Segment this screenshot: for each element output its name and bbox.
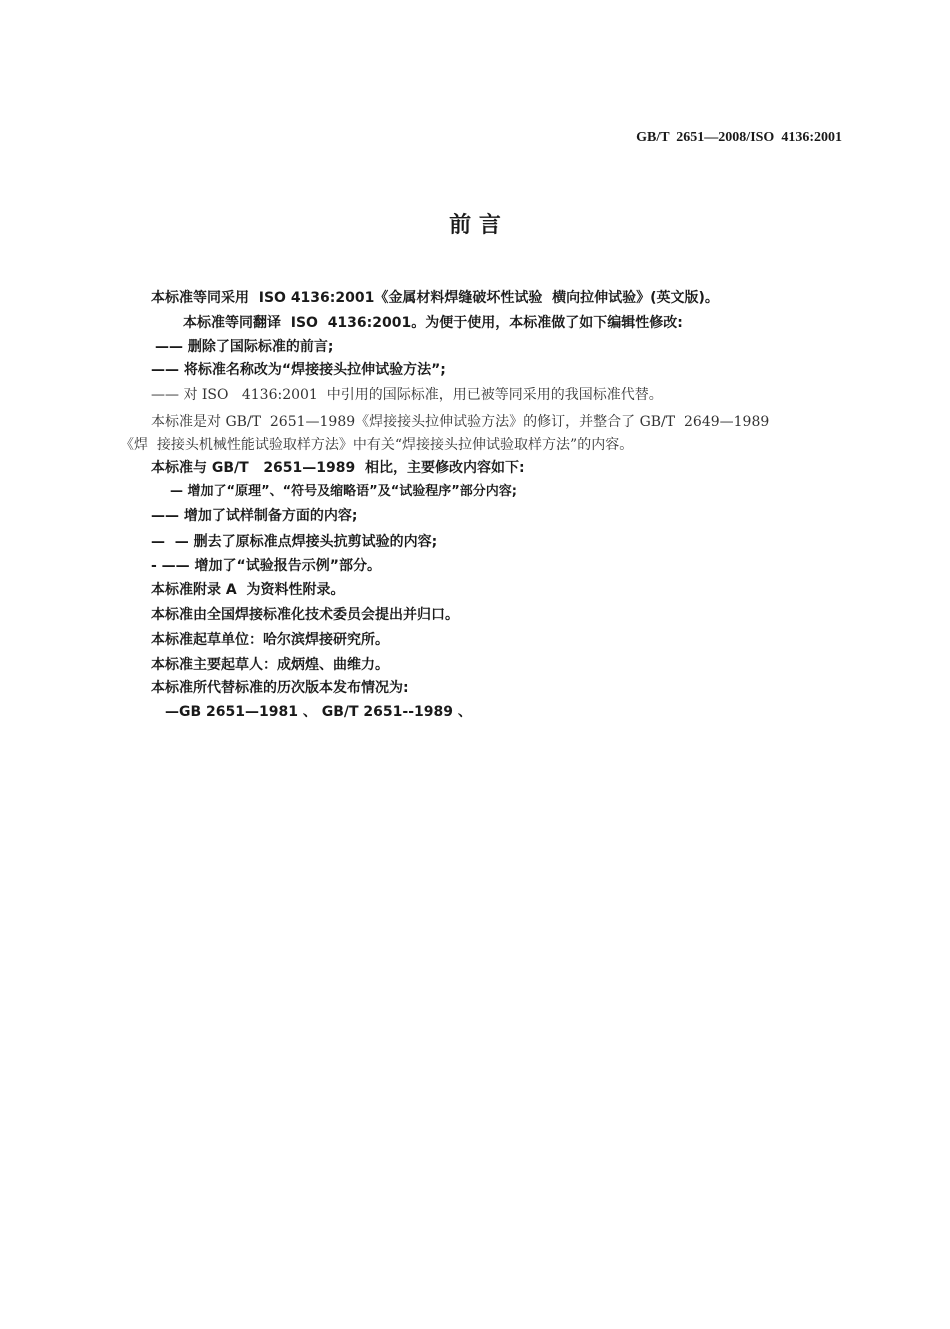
list-item: —GB 2651—1981 、 GB/T 2651--1989 、	[165, 704, 472, 720]
paragraph-line: 本标准与 GB/T 2651—1989 相比，主要修改内容如下:	[151, 460, 525, 476]
standard-number: GB/T 2651—2008/ISO 4136:2001	[636, 130, 842, 145]
paragraph-line: 本标准所代替标准的历次版本发布情况为:	[151, 680, 409, 696]
paragraph-line: 《焊 接接头机械性能试验取样方法》中有关“焊接接头拉伸试验取样方法”的内容。	[120, 437, 634, 453]
paragraph-line: 本标准由全国焊接标准化技术委员会提出并归口。	[151, 607, 459, 623]
list-item: - —— 增加了“试验报告示例”部分。	[151, 558, 381, 574]
paragraph-line: 本标准等同采用 ISO 4136:2001《金属材料焊缝破坏性试验 横向拉伸试验》(英文版)。	[151, 290, 719, 306]
page-title: 前 言	[449, 213, 501, 238]
list-item: —— 对 ISO 4136:2001 中引用的国际标准，用已被等同采用的我国标准代替。	[151, 387, 663, 403]
list-item: —— 删除了国际标准的前言;	[155, 339, 334, 355]
paragraph-line: 本标准是对 GB/T 2651—1989《焊接接头拉伸试验方法》的修订，并整合了 GB/T 2649—1989	[151, 414, 770, 430]
list-item: —— 将标准名称改为“焊接接头拉伸试验方法”;	[151, 362, 446, 378]
list-item: — 增加了“原理”、“符号及缩略语”及“试验程序”部分内容;	[170, 484, 517, 499]
paragraph-line: 本标准附录 A 为资料性附录。	[151, 582, 345, 598]
paragraph-line: 本标准主要起草人：成炳煌、曲维力。	[151, 657, 389, 673]
paragraph-line: 本标准等同翻译 ISO 4136:2001。为便于使用，本标准做了如下编辑性修改:	[183, 315, 683, 331]
paragraph-line: 本标准起草单位：哈尔滨焊接研究所。	[151, 632, 389, 648]
list-item: —— 增加了试样制备方面的内容;	[151, 508, 358, 524]
list-item: — — 删去了原标准点焊接头抗剪试验的内容;	[151, 534, 438, 550]
